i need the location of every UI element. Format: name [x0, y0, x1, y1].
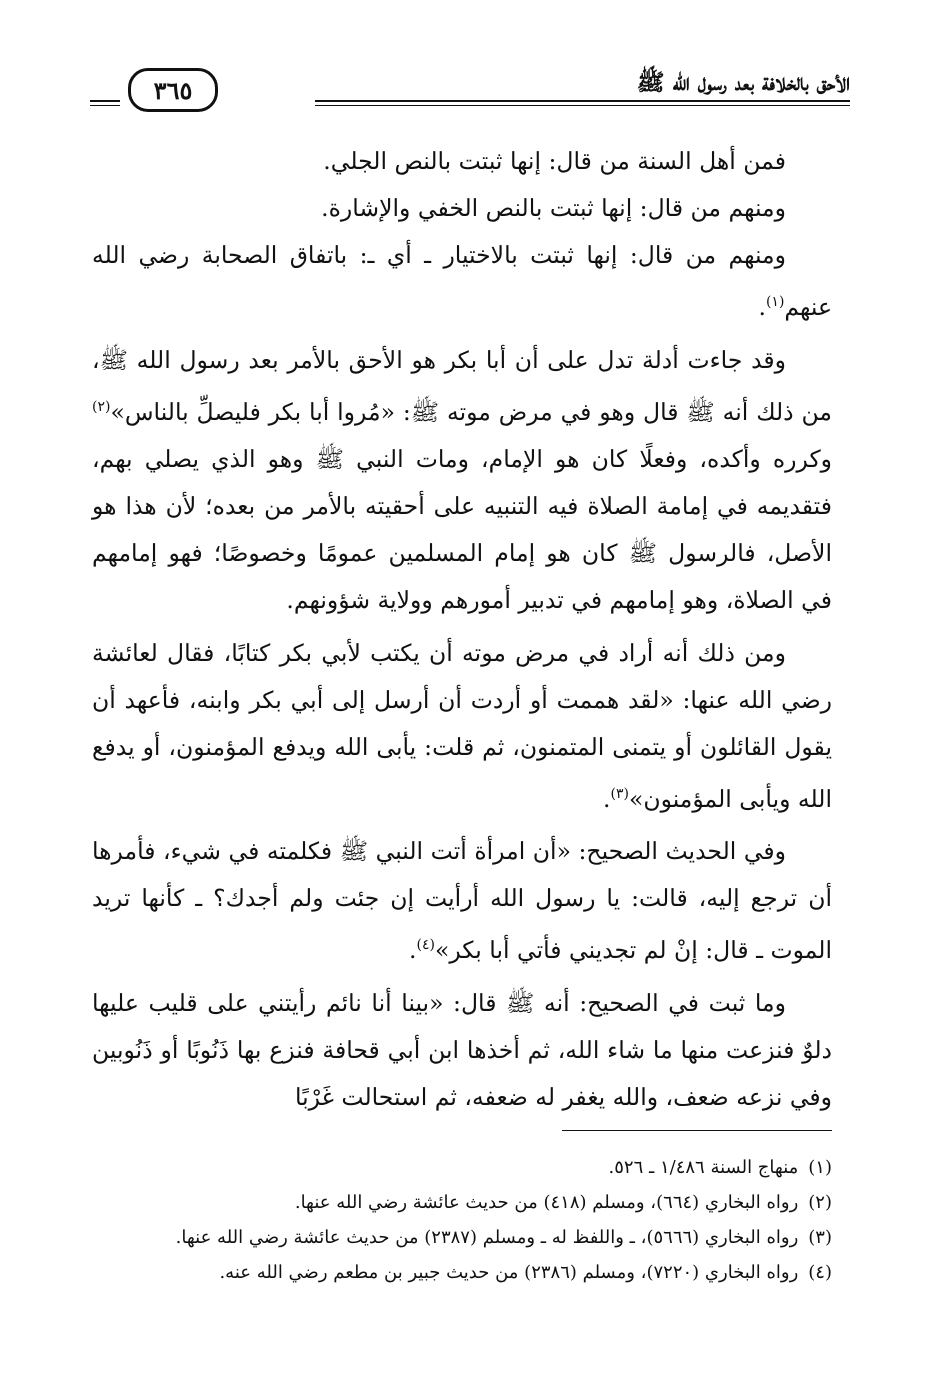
footnote — [92, 1185, 832, 1220]
footnote-text: منهاج السنة ١/٤٨٦ ـ ٥٢٦. — [608, 1157, 799, 1178]
footnotes — [92, 1150, 832, 1290]
footnote-ref[interactable]: (٣) — [610, 785, 629, 802]
paragraph: فمن أهل السنة من قال: إنها ثبتت بالنص الجلي. — [323, 147, 786, 175]
footnote-text: رواه البخاري (٦٦٤)، ومسلم (٤١٨) من حديث عائشة رضي الله عنها. — [294, 1192, 799, 1213]
running-title: الأحق بالخلافة بعد رسول الله ﷺ — [636, 69, 850, 96]
footnote-separator — [562, 1130, 832, 1131]
main-text — [92, 138, 832, 1127]
footnote — [92, 1255, 832, 1290]
footnote-number: (١) — [808, 1157, 832, 1178]
paragraph: ومنهم من قال: إنها ثبتت بالنص الخفي والإشارة. — [321, 194, 786, 222]
header-rule — [315, 100, 850, 106]
paragraph: ومن ذلك أنه أراد في مرض موته أن يكتب لأبي بكر كتابًا، فقال لعائشة رضي الله عنها: «لقد هممت أو أردت أن أرسل إلى أبي بكر وابنه، فأعهد أن يقول القائلون أو يتمنى المتمنون، ثم قلت: يأبى الله ويدفع المؤمنون، أو يدفع الله ويأبى المؤمنون»$^{(٣)}$. — [92, 638, 832, 813]
paragraph — [92, 337, 832, 624]
footnote-text: رواه البخاري (٧٢٢٠)، ومسلم (٢٣٨٦) من حديث جبير بن مطعم رضي الله عنه. — [219, 1262, 799, 1283]
footnote-number: (٤) — [808, 1262, 832, 1283]
page-header — [90, 62, 850, 118]
footnote — [92, 1220, 832, 1255]
paragraph-text: وفي الحديث الصحيح: «أن امرأة أتت النبي ﷺ فكلمته في شيء، فأمرها أن ترجع إليه، قالت: يا رسول الله أرأيت إن جئت ولم أجدك؟ ـ كأنها تريد الموت ـ قال: إنْ لم تجديني فأتي أبا بكر» — [92, 837, 832, 965]
paragraph-text: ومن ذلك أنه أراد في مرض موته أن يكتب لأبي بكر كتابًا، فقال لعائشة رضي الله عنها: «لقد هممت أو أردت أن أرسل إلى أبي بكر وابنه، فأعهد أن يقول القائلون أو يتمنى المتمنون، ثم قلت: يأبى الله ويدفع المؤمنون، أو يدفع الله ويأبى المؤمنون» — [92, 638, 832, 813]
footnote-ref[interactable]: (١) — [765, 294, 785, 310]
page-number: ٣٦٥ — [128, 68, 218, 112]
paragraph-text: وقد جاءت أدلة تدل على أن أبا بكر هو الأحق بالأمر بعد رسول الله ﷺ، من ذلك أنه ﷺ قال وهو في مرض موته ﷺ: «مُروا أبا بكر فليصلِّ بالناس» — [92, 345, 832, 426]
paragraph-text: وكرره وأكده، وفعلًا كان هو الإمام، ومات النبي ﷺ وهو الذي يصلي بهم، فتقديمه في إمامة الصلاة فيه التنبيه على أحقيته بالأمر من بعده؛ لأن هذا هو الأصل، فالرسول ﷺ كان هو إمام المسلمين عمومًا وخصوصًا؛ فهو إمامهم في الصلاة، وهو إمامهم في تدبير أمورهم وولاية شؤونهم. — [92, 444, 832, 614]
paragraph-text: ومنهم من قال: إنها ثبتت بالاختيار ـ أي ـ: باتفاق الصحابة رضي الله عنهم — [92, 241, 832, 321]
footnote-ref[interactable]: (٤) — [416, 937, 435, 954]
footnote-number: (٢) — [808, 1192, 832, 1213]
footnote — [92, 1150, 832, 1185]
paragraph: ومنهم من قال: إنها ثبتت بالاختيار ـ أي ـ: باتفاق الصحابة رضي الله عنهم$^{(١)}$. — [92, 241, 832, 321]
footnote-ref[interactable]: (٢) — [92, 398, 111, 415]
paragraph: وما ثبت في الصحيح: أنه ﷺ قال: «بينا أنا نائم رأيتني على قليب عليها دلوٌ فنزعت منها ما شاء الله، ثم أخذها ابن أبي قحافة فنزع بها ذَنُوبًا أو ذَنُوبين وفي نزعه ضعف، والله يغفر له ضعفه، ثم استحالت غَرْبًا — [92, 989, 832, 1112]
footnote-number: (٣) — [808, 1227, 832, 1248]
header-rule-left — [90, 100, 120, 106]
paragraph: وفي الحديث الصحيح: «أن امرأة أتت النبي ﷺ فكلمته في شيء، فأمرها أن ترجع إليه، قالت: يا رسول الله أرأيت إن جئت ولم أجدك؟ ـ كأنها تريد الموت ـ قال: إنْ لم تجديني فأتي أبا بكر»$^{(٤)}$. — [92, 837, 832, 965]
footnote-text: رواه البخاري (٥٦٦٦)، ـ واللفظ له ـ ومسلم (٢٣٨٧) من حديث عائشة رضي الله عنها. — [175, 1227, 799, 1248]
